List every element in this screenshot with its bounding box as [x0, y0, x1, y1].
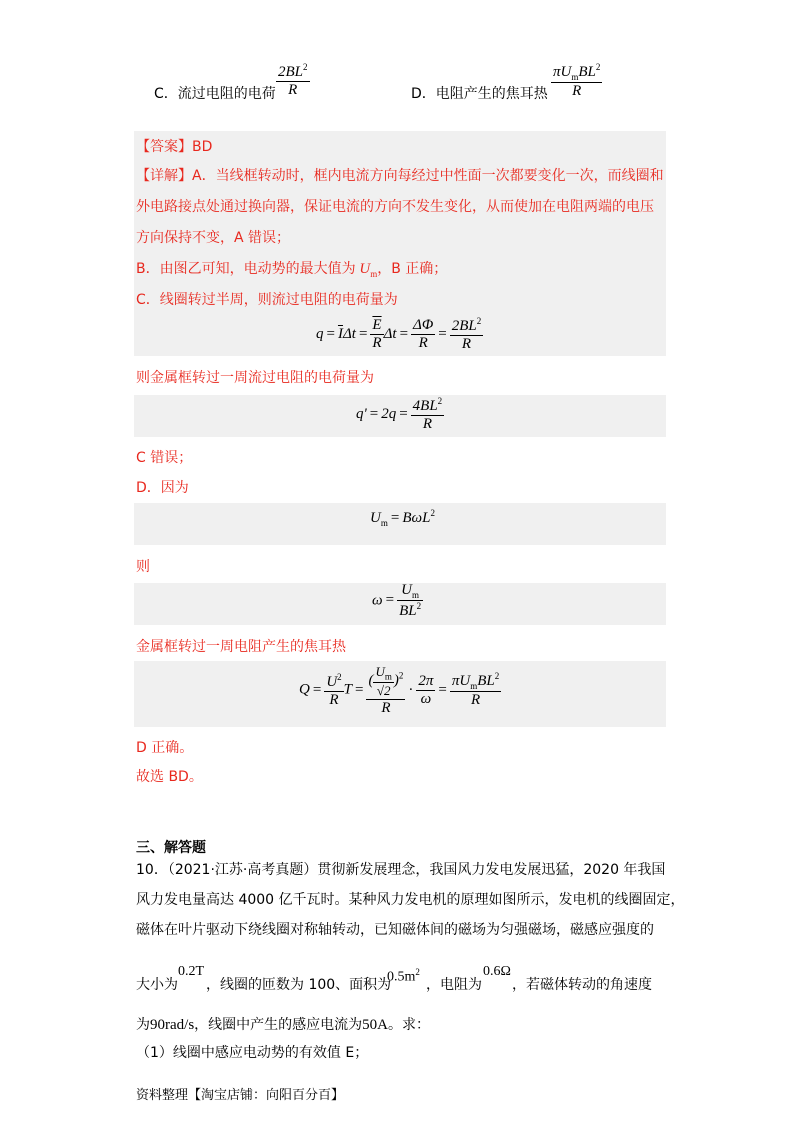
q10-line3: 磁体在叶片驱动下绕线圈对称轴转动，已知磁体间的磁场为匀强磁场，磁感应强度的: [136, 922, 654, 938]
q10-line5: [136, 1015, 430, 1035]
formula-heat: Q = $\frac{U^2}{R}$ T = ( $\frac{U_m}{√2}$ )$^2$ R · $\frac{2\pi}{\omega}$ = $\frac{\pi U_mBL^2}{R}$: [299, 664, 500, 716]
explain-choose: 故选 BD。: [136, 769, 203, 785]
explain-c-line: C．线圈转过半周，则流过电阻的电荷量为: [136, 292, 398, 308]
q10-line4-c: ，电阻为: [426, 977, 482, 993]
q10-value-omega: 90rad/s: [150, 1017, 195, 1033]
answer-label: 【答案】BD: [136, 139, 213, 155]
explain-b-prefix: B．由图乙可知，电动势的最大值为: [136, 261, 356, 277]
formula-q-halfturn: $q = \overline{I}\Delta t$ = $\frac{\overline{E}}{R}$ Δt = $\frac{\Delta\Phi}{R}$ = $\frac{2BL^2}{R}$: [316, 316, 482, 352]
option-d-formula: $\frac{\pi U_mBL^2}{R}$: [553, 62, 601, 99]
q10-line2: 风力发电量高达 4000 亿千瓦时。某种风力发电机的原理如图所示，发电机的线圈固定，: [136, 892, 685, 908]
explain-then: 则: [136, 559, 150, 575]
option-c-label: C．流过电阻的电荷: [154, 86, 276, 102]
q10-value-B: 0.2T: [178, 964, 205, 979]
explain-c-fullturn: 则金属框转过一周流过电阻的电荷量为: [136, 370, 374, 386]
q10-value-S: $0.5m^2$: [387, 967, 420, 985]
q10-line1: 10．（2021·江苏·高考真题）贯彻新发展理念，我国风力发电发展迅猛，2020 年我国: [136, 862, 666, 878]
q10-line5-a: 为: [136, 1017, 150, 1033]
formula-um: $U_m = B\omega L^2$: [370, 508, 435, 528]
explain-c-wrong: C 错误；: [136, 450, 193, 466]
explain-d-heat: 金属框转过一周电阻产生的焦耳热: [136, 639, 346, 655]
q10-value-I: 50A: [362, 1017, 389, 1033]
q10-line4-a: 大小为: [136, 977, 178, 993]
q10-line4-b: ，线圈的匝数为 100、面积为: [206, 977, 392, 993]
explain-d-right: D 正确。: [136, 740, 194, 756]
footer-text: 资料整理【淘宝店铺：向阳百分百】: [136, 1088, 345, 1103]
formula-q-fullturn: q' = 2q = $\frac{4BL^2}{R}$: [356, 396, 443, 432]
section-title: 三、解答题: [136, 840, 206, 856]
q10-line5-b: ，线圈中产生的感应电流为: [194, 1017, 363, 1033]
option-d-label: D．电阻产生的焦耳热: [411, 86, 548, 102]
q10-line4-d: ，若磁体转动的角速度: [512, 977, 652, 993]
q10-value-R: 0.6Ω: [483, 964, 511, 979]
q10-line5-c: 。求：: [388, 1017, 431, 1033]
explain-b-suffix: ，B 正确；: [377, 261, 448, 277]
option-c-formula: $\frac{2BL^2}{R}$: [278, 62, 308, 98]
explain-b-line: B．由图乙可知，电动势的最大值为 $U_m$，B 正确；: [136, 261, 448, 279]
formula-omega: ω = $\frac{U_m}{BL^2}$: [372, 582, 422, 619]
explain-a-line3: 方向保持不变，A 错误；: [136, 230, 291, 246]
explain-a-line1: 【详解】A．当线框转动时，框内电流方向每经过中性面一次都要变化一次，而线圈和: [136, 168, 664, 184]
explain-d-line: D．因为: [136, 480, 189, 496]
explain-a-line2: 外电路接点处通过换向器，保证电流的方向不发生变化，从而使加在电阻两端的电压: [136, 199, 654, 215]
q10-sub1: （1）线圈中感应电动势的有效值 E；: [136, 1045, 369, 1061]
